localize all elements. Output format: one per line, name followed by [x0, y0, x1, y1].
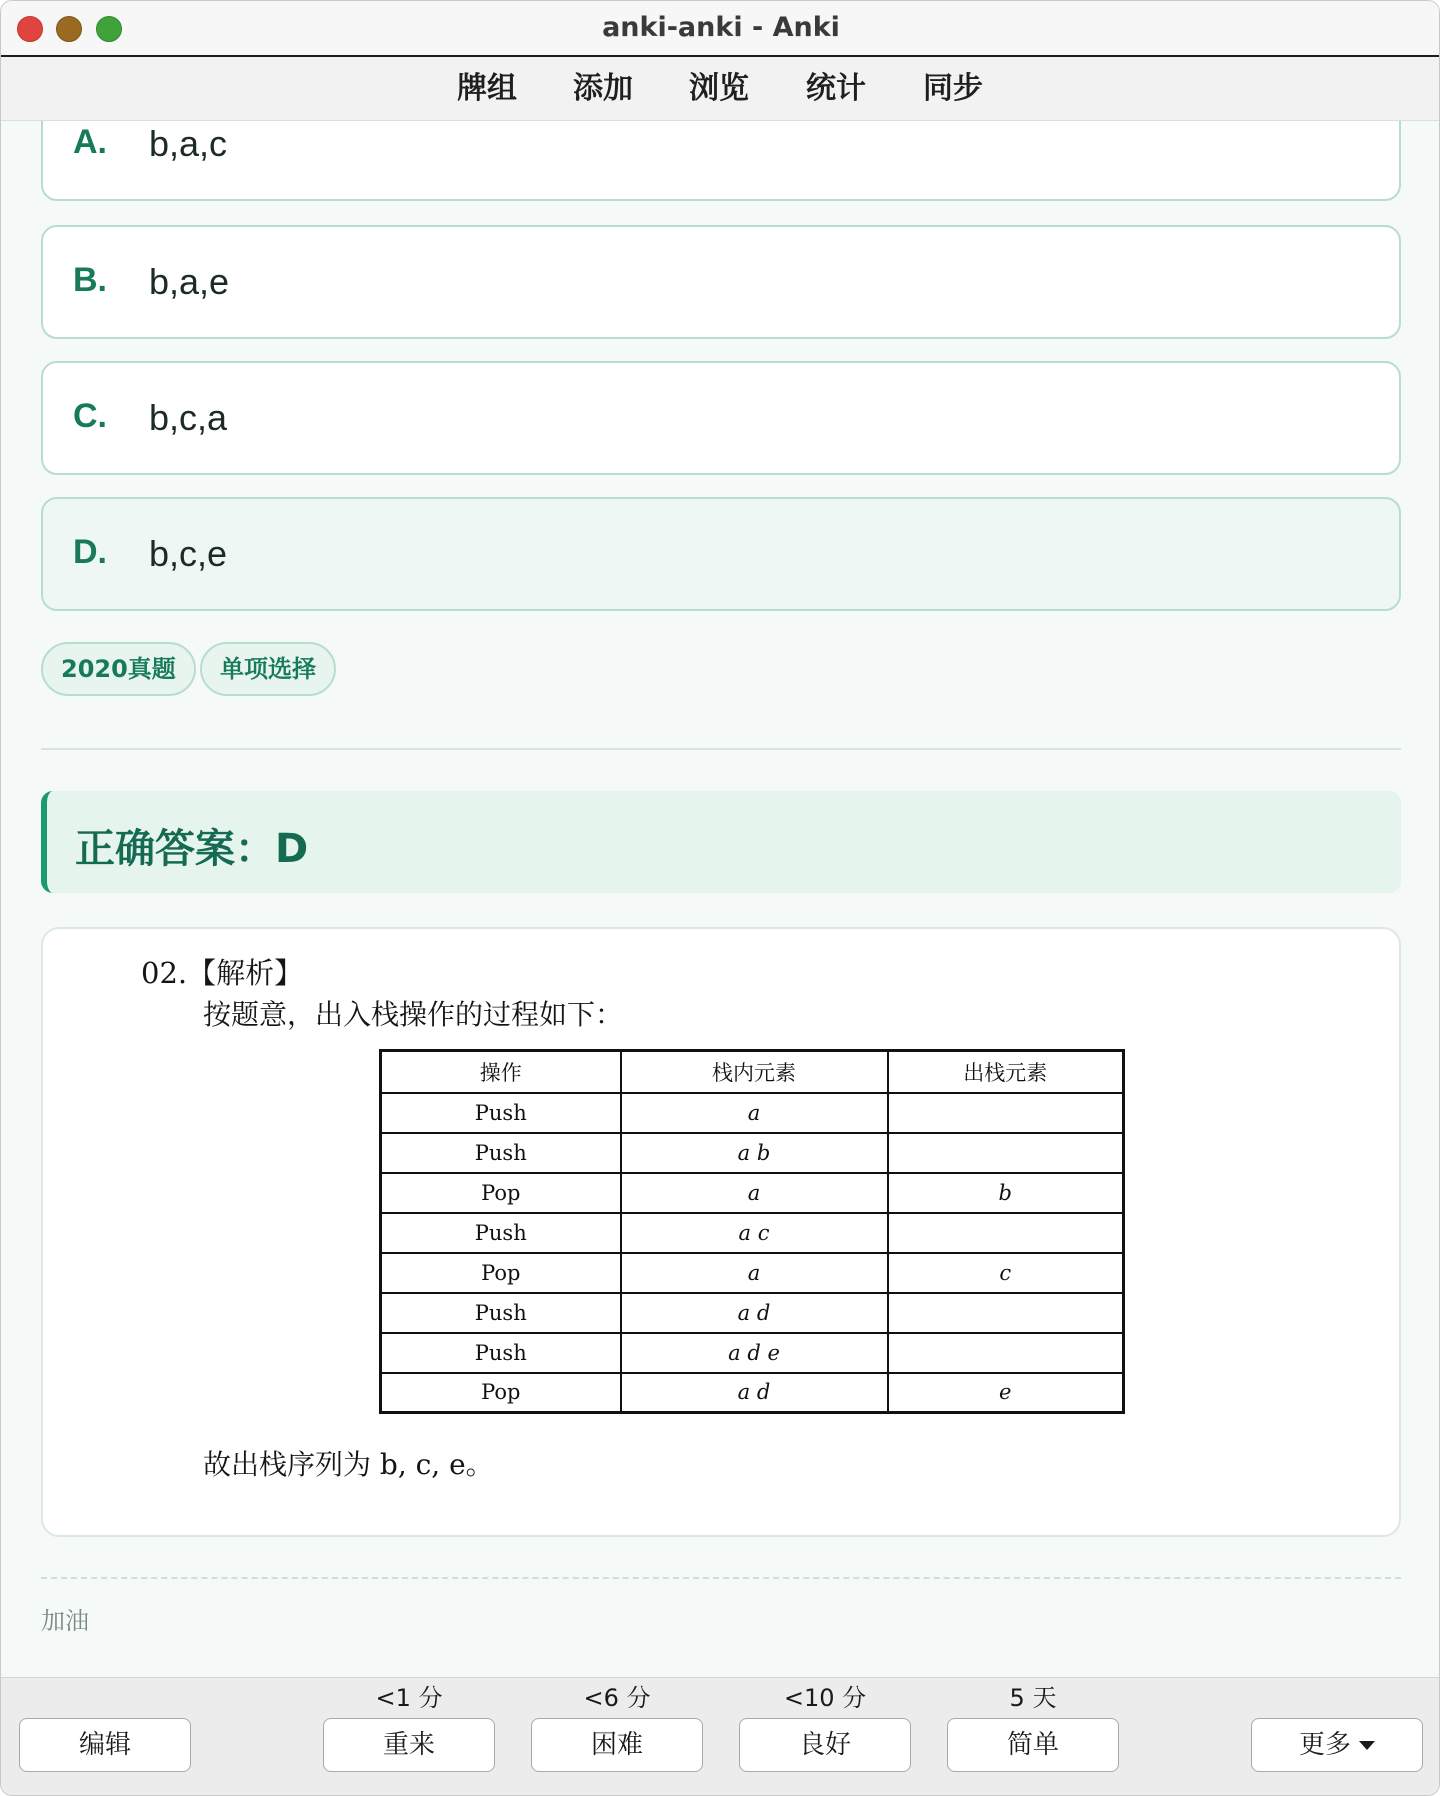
popped-element-cell	[888, 1333, 1124, 1373]
explanation-intro: 按题意，出入栈操作的过程如下：	[203, 998, 624, 1031]
table-row	[381, 1293, 1124, 1333]
toolbar-add[interactable]: 添加	[573, 71, 633, 106]
table-header-row	[381, 1051, 1124, 1093]
hard-button[interactable]: 困难	[531, 1718, 703, 1772]
hard-due: <6 分	[583, 1684, 651, 1712]
easy-due: 5 天	[1009, 1684, 1057, 1712]
operation-cell: Push	[381, 1293, 621, 1333]
operation-cell: Push	[381, 1133, 621, 1173]
operation-cell: Pop	[381, 1173, 621, 1213]
stack-elements-cell: a	[621, 1173, 888, 1213]
toolbar-decks[interactable]: 牌组	[457, 71, 517, 106]
stack-elements-cell: a c	[621, 1213, 888, 1253]
popped-element-cell	[888, 1093, 1124, 1133]
good-due: <10 分	[783, 1684, 867, 1712]
operation-cell: Pop	[381, 1253, 621, 1293]
window-title: anki-anki - Anki	[602, 12, 840, 43]
table-row	[381, 1213, 1124, 1253]
good-button[interactable]: 良好	[739, 1718, 911, 1772]
card-content	[1, 121, 1440, 1677]
tag-single-choice[interactable]: 单项选择	[200, 642, 336, 696]
dashed-divider	[41, 1577, 1401, 1579]
easy-button[interactable]: 简单	[947, 1718, 1119, 1772]
option-c[interactable]	[41, 361, 1401, 475]
popped-element-cell	[888, 1293, 1124, 1333]
option-text: b,c,e	[149, 533, 228, 574]
popped-element-cell: b	[888, 1173, 1124, 1213]
header-operation: 操作	[381, 1051, 621, 1093]
option-letter: C.	[73, 397, 107, 435]
table-row	[381, 1093, 1124, 1133]
correct-answer-box	[41, 791, 1401, 893]
stack-elements-cell: a	[621, 1093, 888, 1133]
stack-elements-cell: a b	[621, 1133, 888, 1173]
table-row	[381, 1373, 1124, 1413]
table-row	[381, 1133, 1124, 1173]
more-button[interactable]	[1251, 1718, 1423, 1772]
popped-element-cell	[888, 1133, 1124, 1173]
stack-elements-cell: a d e	[621, 1333, 888, 1373]
stack-elements-cell: a	[621, 1253, 888, 1293]
option-text: b,c,a	[149, 397, 228, 438]
toolbar-browse[interactable]: 浏览	[689, 71, 749, 106]
again-due: <1 分	[375, 1684, 443, 1712]
toolbar-sync[interactable]: 同步	[923, 71, 983, 106]
operation-cell: Push	[381, 1333, 621, 1373]
stack-operations-table	[379, 1049, 1125, 1414]
option-letter: D.	[73, 533, 107, 571]
footer-note: 加油	[41, 1607, 89, 1635]
divider	[41, 748, 1401, 750]
operation-cell: Push	[381, 1093, 621, 1133]
header-popped-elements: 出栈元素	[888, 1051, 1124, 1093]
edit-button[interactable]: 编辑	[19, 1718, 191, 1772]
popped-element-cell	[888, 1213, 1124, 1253]
option-a[interactable]	[41, 121, 1401, 201]
title-bar	[1, 1, 1440, 57]
chevron-down-icon	[1359, 1741, 1375, 1750]
explanation-box	[41, 927, 1401, 1537]
stack-elements-cell: a d	[621, 1373, 888, 1413]
explanation-conclusion: 故出栈序列为 b, c, e。	[203, 1448, 494, 1481]
again-button[interactable]: 重来	[323, 1718, 495, 1772]
header-stack-elements: 栈内元素	[621, 1051, 888, 1093]
option-text: b,a,c	[149, 123, 228, 164]
table-row	[381, 1173, 1124, 1213]
toolbar-stats[interactable]: 统计	[806, 71, 866, 106]
stack-elements-cell: a d	[621, 1293, 888, 1333]
option-letter: A.	[73, 123, 107, 161]
table-row	[381, 1333, 1124, 1373]
table-body	[381, 1093, 1124, 1413]
tag-2020-exam[interactable]: 2020真题	[41, 642, 196, 696]
popped-element-cell: e	[888, 1373, 1124, 1413]
option-letter: B.	[73, 261, 107, 299]
popped-element-cell: c	[888, 1253, 1124, 1293]
review-bottom-bar	[1, 1677, 1440, 1796]
main-toolbar	[1, 57, 1440, 121]
table-row	[381, 1253, 1124, 1293]
operation-cell: Pop	[381, 1373, 621, 1413]
option-text: b,a,e	[149, 261, 230, 302]
explanation-heading: 02.【解析】	[141, 956, 304, 990]
option-b[interactable]	[41, 225, 1401, 339]
operation-cell: Push	[381, 1213, 621, 1253]
more-label: 更多	[1298, 1730, 1351, 1760]
correct-answer-label: 正确答案：D	[75, 826, 309, 872]
option-d[interactable]	[41, 497, 1401, 611]
